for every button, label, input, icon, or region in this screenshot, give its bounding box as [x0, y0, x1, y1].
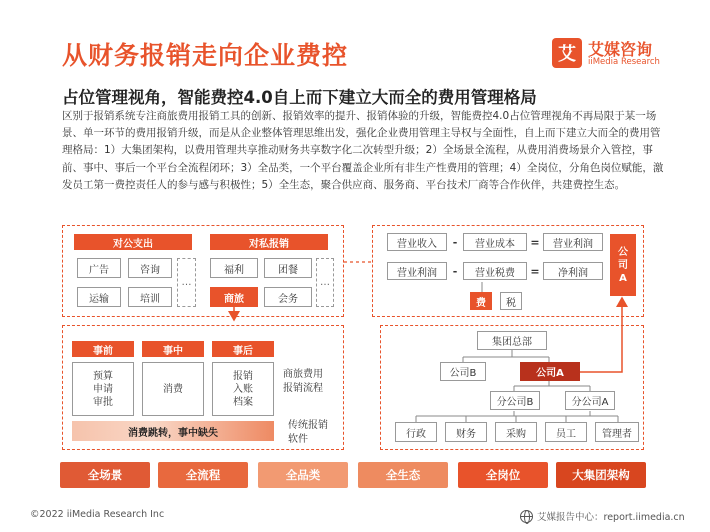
traditional-software-label: 传统报销 软件 [288, 420, 328, 445]
traditional-bar: 消费跳转，事中缺失 [72, 421, 274, 441]
more-private-items: … [316, 258, 334, 307]
org-dept-staff: 员工 [545, 422, 587, 442]
stage-after-header: 事后 [212, 341, 274, 357]
expense-item-business-travel: 商旅 [210, 287, 258, 307]
operating-profit-cell-2: 营业利润 [387, 262, 447, 280]
org-dept-purchase: 采购 [495, 422, 537, 442]
expense-item-transport: 运输 [77, 287, 121, 307]
report-center [520, 509, 685, 523]
stage-before-header: 事前 [72, 341, 134, 357]
logo-en: iiMedia Research [588, 57, 660, 67]
tag-all-scenarios: 全场景 [60, 462, 150, 488]
equals-sign-2: = [530, 264, 540, 278]
public-expense-header: 对公支出 [74, 234, 192, 250]
org-dept-finance: 财务 [445, 422, 487, 442]
report-center-link[interactable]: 艾媒报告中心：report.iimedia.cn [537, 512, 685, 523]
more-public-items: … [177, 258, 196, 307]
minus-sign: - [452, 235, 458, 249]
expense-item-group-meal: 团餐 [264, 258, 312, 278]
expense-item-consult: 咨询 [128, 258, 172, 278]
org-sub-b: 分公司B [490, 391, 540, 410]
new-process-label: 商旅费用 报销流程 [283, 369, 323, 394]
page-title: 从财务报销走向企业费控 [62, 41, 349, 70]
tax-fee-cell: 营业税费 [463, 262, 527, 280]
org-company-b: 公司B [440, 362, 486, 381]
expense-item-training: 培训 [128, 287, 172, 307]
tag-group-architecture: 大集团架构 [556, 462, 646, 488]
subtitle: 占位管理视角，智能费控4.0自上而下建立大而全的费用管理格局 [62, 88, 537, 107]
logo-cn: 艾媒咨询 [588, 40, 653, 59]
private-expense-header: 对私报销 [210, 234, 328, 250]
org-company-a: 公司A [520, 362, 580, 381]
equals-sign: = [530, 235, 540, 249]
company-a-vertical: 公 司 A [610, 234, 636, 296]
tag-all-ecosystem: 全生态 [358, 462, 448, 488]
org-sub-a: 分公司A [565, 391, 615, 410]
copyright: ©2022 iiMedia Research Inc [30, 509, 165, 520]
expense-item-conference: 会务 [264, 287, 312, 307]
revenue-cell: 营业收入 [387, 233, 447, 251]
description-paragraph: 区别于报销系统专注商旅费用报销工具的创新、报销效率的提升、报销体验的升级，智能费控4.0占位管理视角不再局限于某一场景、单一环节的费用报销升级，而是从企业整体管理思维出发，强化企业费用管理主导权与全面性，自上而下建立大而全的费用管理格局：1）大集团架构，以费用管理共享推动财务共享数字化二次转型升级；2）全场景全流程，从费用消费场景介入管控，事前、事中、事后一个平台全流程闭环；3）全品类，一个平台覆盖企业所有非生产性费用的管理；4）全岗位，分角色岗位赋能，激发员工第一费控责任人的参与感与积极性；5）全生态，聚合供应商、服务商、平台技术厂商等合作伙伴，共建费控生态。 [62, 110, 664, 191]
cost-cell: 营业成本 [463, 233, 527, 251]
stage-during-header: 事中 [142, 341, 204, 357]
expense-item-welfare: 福利 [210, 258, 258, 278]
operating-profit-cell: 营业利润 [543, 233, 603, 251]
org-hq: 集团总部 [477, 331, 547, 350]
stage-after-body: 报销 入账 档案 [212, 362, 274, 416]
org-dept-admin: 行政 [395, 422, 437, 442]
expense-item-ad: 广告 [77, 258, 121, 278]
org-dept-manager: 管理者 [595, 422, 639, 442]
globe-icon [520, 510, 533, 523]
tag-all-roles: 全岗位 [458, 462, 548, 488]
tag-all-categories: 全品类 [258, 462, 348, 488]
fee-badge: 费 [470, 292, 492, 310]
stage-during-body: 消费 [142, 362, 204, 416]
logo-mark-icon: 艾 [552, 38, 582, 68]
tax-badge: 税 [500, 292, 522, 310]
minus-sign-2: - [452, 264, 458, 278]
stage-before-body: 预算 申请 审批 [72, 362, 134, 416]
net-profit-cell: 净利润 [543, 262, 603, 280]
tag-all-process: 全流程 [158, 462, 248, 488]
